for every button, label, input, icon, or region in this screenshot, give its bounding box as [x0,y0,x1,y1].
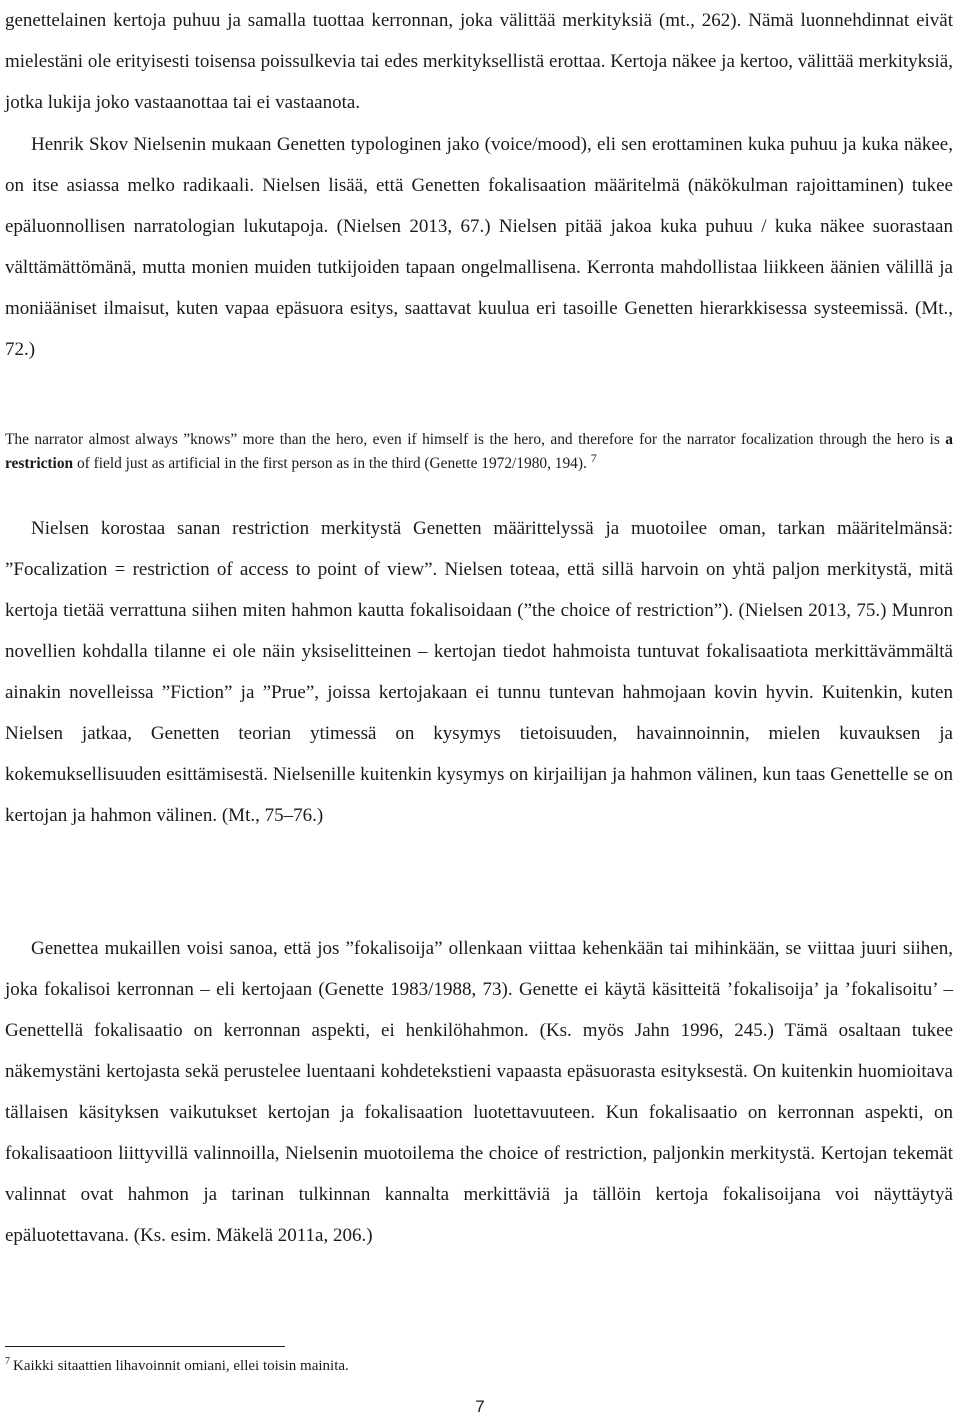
block-quote-text-end: of field just as artificial in the first person as in the third (Genette 1972/1980, 194). [73,455,587,472]
paragraph-5: Genettea mukaillen voisi sanoa, että jos ”fokalisoija” ollenkaan viittaa kehenkään tai mihinkään, se viittaa juuri siihen, joka fokalisoi kerronnan – eli kertojaan (Genette 1983/1988, 73). Genette ei käytä käsitteitä ’fokalisoija’ ja ’fokalisoitu’ – Genettellä fokalisaatio on kerronnan aspekti, ei henkilöhahmon. (Ks. myös Jahn 1996, 245.) Tämä osaltaan tukee näkemystäni kertojasta sekä perustelee luentaani kohdetekstieni vapaasta epäsuorasta esityksestä. On kuitenkin huomioitava tällaisen käsityksen vaikutukset kertojan ja fokalisaation luotettavuuteen. Kun fokalisaatio on kerronnan aspekti, on fokalisaatioon liittyvillä valinnoilla, Nielsenin muotoilema the choice of restriction, paljonkin merkitystä. Kertojan tekemät valinnat ovat hahmon ja tarinan tulkinnan kannalta merkittäviä ja tällöin kertoja fokalisoijana voi näyttäytyä epäluotettavana. (Ks. esim. Mäkelä 2011a, 206.) [5,938,953,1246]
paragraph-1: genettelainen kertoja puhuu ja samalla tuottaa kerronnan, joka välittää merkityksiä (mt., 262). Nämä luonnehdinnat eivät mielestäni ole erityisesti toisensa poissulkevia tai edes merkityksellistä erottaa. Kertoja näkee ja kertoo, välittää merkityksiä, jotka lukija joko vastaanottaa tai ei vastaanota. [5,10,953,113]
paragraph-4: Nielsen korostaa sanan restriction merkitystä Genetten määrittelyssä ja muotoilee oman, tarkan määritelmänsä: ”Focalization = restriction of access to point of view”. Nielsen toteaa, että sillä harvoin on yhtä paljon merkitystä, mitä kertoja tietää verrattuna siihen miten hahmon kautta fokalisoidaan (”the choice of restriction”). (Nielsen 2013, 75.) Munron novellien kohdalla tilanne ei ole näin yksiselitteinen – kertojan tiedot hahmoista tuntuvat fokalisaatiota merkittävämmältä ainakin novelleissa ”Fiction” ja ”Prue”, joissa kertojakaan ei tunnu tuntevan hahmojaan kovin hyvin. Kuitenkin, kuten Nielsen jatkaa, Genetten teorian ytimessä on kysymys tietoisuuden, havainnoinnin, mielen kuvauksen ja kokemuksellisuuden esittämisestä. Nielsenille kuitenkin kysymys on kirjailijan ja hahmon välinen, kun taas Genettelle se on kertojan ja hahmon välinen. (Mt., 75–76.) [5,518,953,826]
footnote [5,1356,905,1376]
footnote-mark: 7 [5,1356,10,1367]
footnote-separator [5,1346,285,1347]
page-number: 7 [475,1397,485,1416]
paragraph-2: Henrik Skov Nielsenin mukaan Genetten typologinen jako (voice/mood), eli sen erottaminen kuka puhuu ja kuka näkee, on itse asiassa melko radikaali. Nielsen lisää, että Genetten fokalisaation määritelmä (näkökulman rajoittaminen) tukee epäluonnollisen narratologian lukutapoja. (Nielsen 2013, 67.) Nielsen pitää jakoa kuka puhuu / kuka näkee suorastaan välttämättömänä, mutta monien muiden tutkijoiden tapaan ongelmallisena. Kerronta mahdollistaa liikkeen äänien välillä ja moniääniset ilmaisut, kuten vapaa epäsuora esitys, saattavat kuulua eri tasoille Genetten hierarkkisessa systeemissä. (Mt., 72.) [5,134,953,360]
block-quote-bold-phrase: a restriction [5,431,953,472]
block-quote [5,428,953,476]
footnote-text: Kaikki sitaattien lihavoinnit omiani, ellei toisin mainita. [13,1358,349,1374]
footnote-reference: 7 [590,450,597,465]
block-quote-text-start: The narrator almost always ”knows” more than the hero, even if himself is the hero, and therefore for the narrator focalization through the hero is [5,431,946,448]
